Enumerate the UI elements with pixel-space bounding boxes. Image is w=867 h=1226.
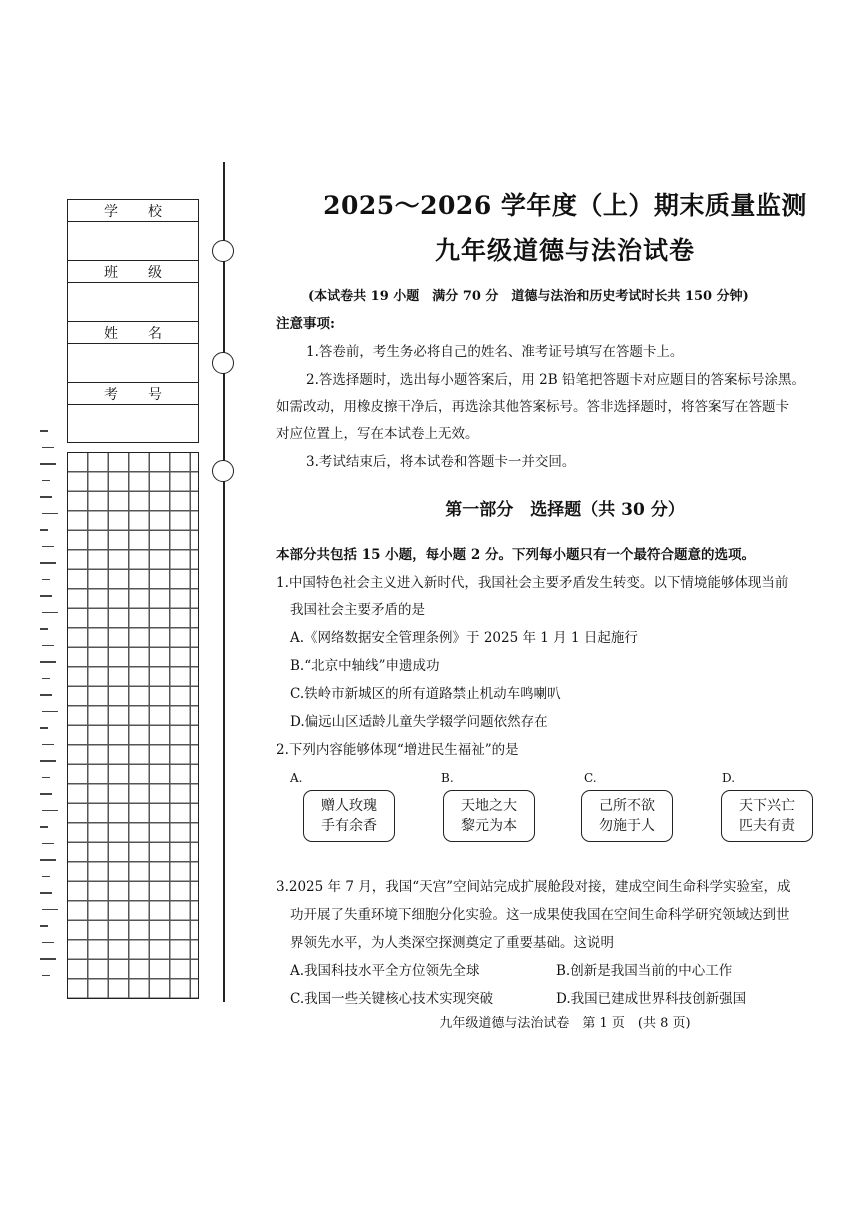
binding-hole (212, 352, 234, 374)
margin-tick (40, 925, 48, 927)
exam-meta: (本试卷共 19 小题 满分 70 分 道德与法治和历史考试时长共 150 分钟) (308, 289, 749, 304)
question-2-option-letter: D. (722, 771, 736, 785)
exam-title: 2025～2026 学年度（上）期末质量监测 (323, 191, 807, 220)
question-1-stem: 1.中国特色社会主义进入新时代，我国社会主要矛盾发生转变。以下情境能够体现当前 (276, 575, 789, 591)
margin-tick (42, 447, 54, 449)
exam-number-label: 考号 (68, 383, 198, 405)
margin-tick (40, 562, 56, 564)
binding-line (223, 162, 225, 1002)
margin-tick (40, 892, 52, 894)
question-3-option-b: B.创新是我国当前的中心工作 (556, 963, 733, 979)
margin-tick (42, 678, 50, 680)
question-1-stem: 我国社会主要矛盾的是 (290, 602, 425, 618)
margin-tick (40, 859, 56, 861)
question-1-option-a: A.《网络数据安全管理条例》于 2025 年 1 月 1 日起施行 (290, 630, 638, 646)
question-3-option-d: D.我国已建成世界科技创新强国 (556, 991, 747, 1007)
margin-tick (40, 628, 48, 630)
question-2-option-letter: B. (441, 771, 454, 785)
margin-tick (42, 909, 58, 911)
class-label: 班级 (68, 261, 198, 283)
option-line: 勿施于人 (599, 818, 655, 834)
school-field[interactable] (68, 222, 198, 261)
option-line: 匹夫有责 (739, 818, 795, 834)
margin-tick (42, 546, 54, 548)
margin-tick (42, 975, 50, 977)
notice-item: 1.答卷前，考生务必将自己的姓名、准考证号填写在答题卡上。 (306, 344, 684, 360)
question-2-option-letter: C. (584, 771, 597, 785)
margin-tick (40, 958, 56, 960)
margin-tick (42, 513, 58, 515)
margin-tick (40, 826, 48, 828)
margin-tick (42, 876, 50, 878)
section-instruction: 本部分共包括 15 小题，每小题 2 分。下列每小题只有一个最符合题意的选项。 (276, 547, 755, 563)
margin-tick (42, 480, 50, 482)
question-1-option-c: C.铁岭市新城区的所有道路禁止机动车鸣喇叭 (290, 686, 561, 702)
question-3-stem: 界领先水平，为人类深空探测奠定了重要基础。这说明 (290, 935, 614, 951)
score-grid (67, 452, 199, 999)
question-2-option-box (581, 790, 673, 842)
question-1-option-b: B.“北京中轴线”申遗成功 (290, 658, 440, 674)
question-2-option-box (443, 790, 535, 842)
margin-tick (42, 810, 58, 812)
school-label: 学校 (68, 200, 198, 222)
margin-tick (40, 694, 52, 696)
page-footer: 九年级道德与法治试卷 第 1 页 (共 8 页) (439, 1016, 691, 1031)
margin-tick (42, 579, 50, 581)
margin-tick (42, 744, 54, 746)
binding-hole (212, 240, 234, 262)
exam-subtitle: 九年级道德与法治试卷 (434, 236, 695, 265)
notice-item: 2.答选择题时，选出每小题答案后，用 2B 铅笔把答题卡对应题目的答案标号涂黑。 (306, 372, 805, 388)
margin-tick (40, 760, 56, 762)
margin-tick (40, 595, 52, 597)
margin-tick (40, 496, 52, 498)
section-title: 第一部分 选择题（共 30 分） (445, 500, 685, 520)
class-field[interactable] (68, 283, 198, 322)
question-3-stem: 3.2025 年 7 月，我国“天宫”空间站完成扩展舱段对接，建成空间生命科学实验室，成 (276, 879, 791, 895)
question-2-option-box (721, 790, 813, 842)
question-2-option-letter: A. (290, 771, 303, 785)
notice-item: 3.考试结束后，将本试卷和答题卡一并交回。 (306, 454, 576, 470)
notice-item: 对应位置上，写在本试卷上无效。 (276, 426, 479, 442)
exam-number-field[interactable] (68, 405, 198, 442)
margin-tick (40, 430, 48, 432)
margin-tick (42, 777, 50, 779)
margin-tick (40, 529, 48, 531)
option-line: 己所不欲 (599, 798, 655, 814)
question-2-option-box (303, 790, 395, 842)
question-2-stem: 2.下列内容能够体现“增进民生福祉”的是 (276, 742, 519, 758)
question-3-stem: 功开展了失重环境下细胞分化实验。这一成果使我国在空间生命科学研究领域达到世 (290, 907, 790, 923)
binding-hole (212, 460, 234, 482)
margin-tick (40, 793, 52, 795)
question-1-option-d: D.偏远山区适龄儿童失学辍学问题依然存在 (290, 714, 548, 730)
option-line: 赠人玫瑰 (321, 798, 377, 814)
option-line: 天下兴亡 (739, 798, 795, 814)
option-line: 手有余香 (321, 818, 377, 834)
student-info-table (67, 199, 199, 443)
notice-item: 如需改动，用橡皮擦干净后，再选涂其他答案标号。答非选择题时，将答案写在答题卡 (276, 399, 789, 415)
margin-tick (42, 843, 54, 845)
margin-tick (42, 612, 58, 614)
margin-tick (40, 661, 56, 663)
margin-tick (42, 942, 54, 944)
name-field[interactable] (68, 344, 198, 383)
question-3-option-a: A.我国科技水平全方位领先全球 (290, 963, 480, 979)
margin-tick (42, 711, 58, 713)
notice-heading: 注意事项: (276, 316, 335, 332)
option-line: 黎元为本 (461, 818, 517, 834)
name-label: 姓名 (68, 322, 198, 344)
question-3-option-c: C.我国一些关键核心技术实现突破 (290, 991, 494, 1007)
margin-tick (40, 727, 48, 729)
margin-tick (40, 463, 56, 465)
option-line: 天地之大 (461, 798, 517, 814)
margin-ticks (40, 430, 62, 990)
margin-tick (42, 645, 54, 647)
